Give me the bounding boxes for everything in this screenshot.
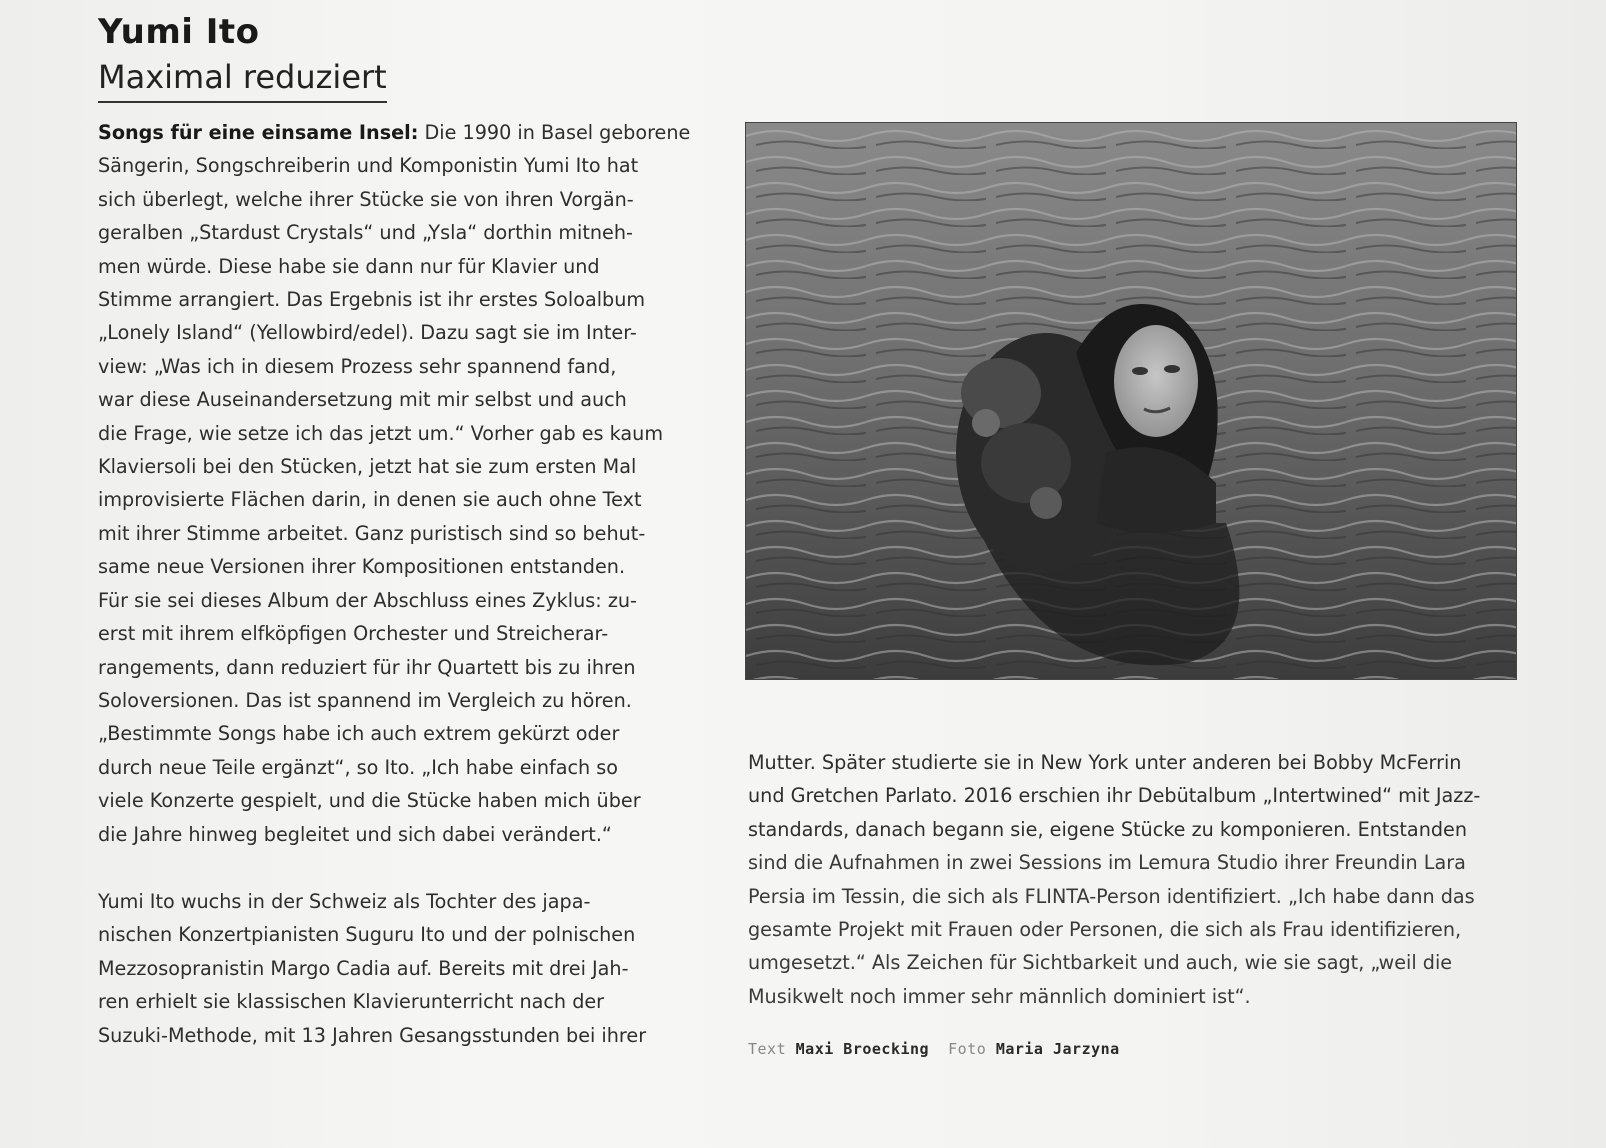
paragraph-2 [98, 885, 698, 1052]
text-line: viele Konzerte gespielt, und die Stücke haben mich über [98, 789, 641, 813]
text-line: ren erhielt sie klassischen Klavierunterricht nach der [98, 990, 605, 1014]
paragraph-3 [748, 746, 1528, 1013]
credit-photo-author: Maria Jarzyna [995, 1040, 1120, 1058]
text-line: die Jahre hinweg begleitet und sich dabei verändert.“ [98, 822, 612, 846]
text-line: die Frage, wie setze ich das jetzt um.“ Vorher gab es kaum [98, 421, 664, 445]
text-line: war diese Auseinandersetzung mit mir selbst und auch [98, 388, 627, 412]
text-line: Für sie sei dieses Album der Abschluss eines Zyklus: zu- [98, 588, 637, 612]
text-line: rangements, dann reduziert für ihr Quartett bis zu ihren [98, 655, 636, 679]
text-line: Mutter. Später studierte sie in New York unter anderen bei Bobby McFerrin [748, 751, 1462, 774]
credit-text-label: Text [748, 1040, 787, 1058]
text-line: nischen Konzertpianisten Suguru Ito und der polnischen [98, 923, 636, 947]
text-line: improvisierte Flächen darin, in denen sie auch ohne Text [98, 488, 642, 512]
text-line: umgesetzt.“ Als Zeichen für Sichtbarkeit und auch, wie sie sagt, „weil die [748, 951, 1453, 975]
text-line [98, 116, 698, 149]
article-photo [745, 122, 1517, 680]
text-line: Stimme arrangiert. Das Ergebnis ist ihr erstes Soloalbum [98, 288, 646, 312]
credit-photo-label: Foto [948, 1040, 987, 1058]
woman-in-water-photo [746, 123, 1516, 679]
text-line: sind die Aufnahmen in zwei Sessions im Lemura Studio ihrer Freundin Lara [748, 851, 1466, 875]
text-line: Soloversionen. Das ist spannend im Vergleich zu hören. [98, 688, 632, 712]
article-title: Yumi Ito [98, 12, 260, 52]
text-line: geralben „Stardust Crystals“ und „Ysla“ dorthin mitneh- [98, 221, 633, 245]
text-line: Suzuki-Methode, mit 13 Jahren Gesangsstunden bei ihrer [98, 1023, 647, 1047]
text-line: Mezzosopranistin Margo Cadia auf. Bereits mit drei Jah- [98, 956, 629, 980]
text-line: sich überlegt, welche ihrer Stücke sie von ihren Vorgän- [98, 187, 634, 211]
text-line: Klaviersoli bei den Stücken, jetzt hat sie zum ersten Mal [98, 455, 637, 479]
article-credits [748, 1040, 1120, 1058]
text-line: Persia im Tessin, die sich als FLINTA-Person identifiziert. „Ich habe dann das [748, 884, 1475, 908]
lead-in: Songs für eine einsame Insel: [98, 121, 419, 144]
text-line: gesamte Projekt mit Frauen oder Personen, die sich als Frau identifizieren, [748, 918, 1462, 942]
text-line: mit ihrer Stimme arbeitet. Ganz puristisch sind so behut- [98, 521, 646, 545]
text-line: und Gretchen Parlato. 2016 erschien ihr Debütalbum „Intertwined“ mit Jazz- [748, 784, 1481, 808]
text-line: erst mit ihrem elfköpfigen Orchester und Streicherar- [98, 622, 609, 646]
text-line: standards, danach begann sie, eigene Stücke zu komponieren. Entstanden [748, 817, 1467, 841]
text-line: „Bestimmte Songs habe ich auch extrem gekürzt oder [98, 722, 620, 746]
paragraph-1 [98, 116, 698, 851]
right-column [748, 746, 1528, 1013]
text-line: men würde. Diese habe sie dann nur für Klavier und [98, 254, 600, 278]
text-line: „Lonely Island“ (Yellowbird/edel). Dazu sagt sie im Inter- [98, 321, 637, 345]
text-line: durch neue Teile ergänzt“, so Ito. „Ich habe einfach so [98, 755, 619, 779]
left-column [98, 116, 698, 1052]
text-line: view: „Was ich in diesem Prozess sehr spannend fand, [98, 354, 617, 378]
text-line: Sängerin, Songschreiberin und Komponistin Yumi Ito hat [98, 154, 639, 178]
article-headline [98, 12, 387, 103]
credit-text-author: Maxi Broecking [795, 1040, 930, 1058]
text-line: Yumi Ito wuchs in der Schweiz als Tochter des japa- [98, 889, 591, 913]
article-subtitle: Maximal reduziert [98, 58, 387, 103]
text-line: Musikwelt noch immer sehr männlich dominiert ist“. [748, 984, 1251, 1008]
text-fragment: Die 1990 in Basel geborene [418, 121, 691, 144]
text-line: same neue Versionen ihrer Kompositionen entstanden. [98, 555, 626, 579]
